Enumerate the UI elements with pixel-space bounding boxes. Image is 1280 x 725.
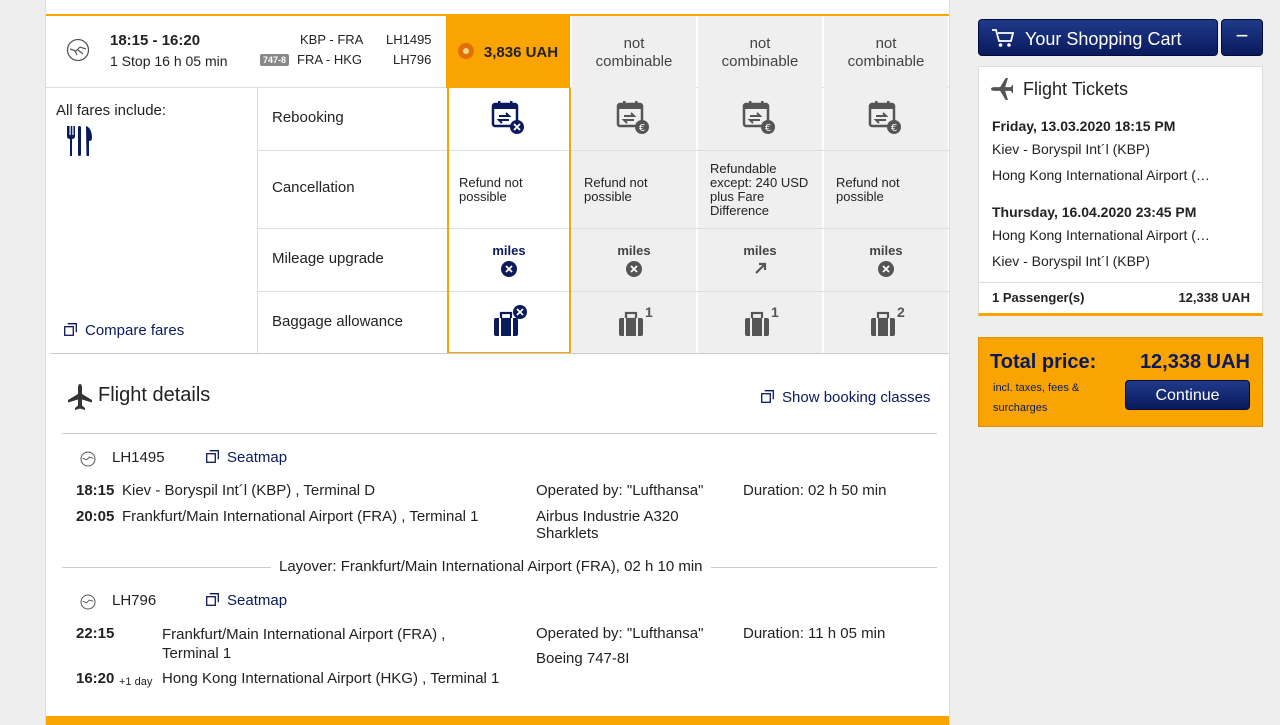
compare-fares-link[interactable] bbox=[64, 322, 184, 339]
fare-option-selected[interactable] bbox=[446, 16, 570, 88]
total-price-value: 12,338 UAH bbox=[1139, 351, 1250, 373]
segment-2-aircraft: Boeing 747-8I bbox=[536, 650, 630, 667]
miles-label: miles bbox=[492, 243, 526, 258]
fare-price: 3,836 UAH bbox=[483, 44, 559, 61]
svg-text:€: € bbox=[890, 123, 898, 134]
flight-times: 18:15 - 16:20 bbox=[110, 32, 201, 49]
miles-label: miles bbox=[743, 243, 777, 258]
miles-label: miles bbox=[869, 243, 903, 258]
flight-stops: 1 Stop 16 h 05 min bbox=[110, 53, 228, 69]
cart-title: Your Shopping Cart bbox=[1025, 29, 1182, 49]
segment-1-arr-time: 20:05 bbox=[76, 508, 115, 525]
route-segment-2: FRA - HKG bbox=[297, 52, 363, 67]
total-price-note: incl. taxes, fees & surcharges bbox=[993, 382, 1080, 414]
tickets-title: Flight Tickets bbox=[1023, 79, 1129, 99]
fare-status: not combinable bbox=[721, 35, 799, 70]
baggage-cell-3 bbox=[698, 292, 822, 354]
feature-rebooking: Rebooking bbox=[272, 109, 344, 126]
cancellation-cell-4 bbox=[824, 151, 948, 228]
flight-number-1: LH1495 bbox=[386, 32, 432, 47]
cancellation-text: Refundable except: 240 USD plus Fare Difference bbox=[710, 161, 809, 218]
segment-1-operator: Operated by: "Lufthansa" bbox=[536, 482, 704, 499]
mileage-cell-2 bbox=[572, 229, 696, 291]
show-booking-label: Show booking classes bbox=[782, 389, 931, 406]
segment-2-arr-place: Hong Kong International Airport (HKG) , Terminal 1 bbox=[162, 670, 500, 687]
feature-baggage: Baggage allowance bbox=[272, 313, 403, 330]
mileage-cell-3 bbox=[698, 229, 822, 291]
layover-info: Layover: Frankfurt/Main International Airport (FRA), 02 h 10 min bbox=[271, 558, 711, 575]
rebooking-fee-icon bbox=[615, 100, 653, 138]
total-price-label: Total price: bbox=[990, 351, 1097, 373]
segment-2-dep-time: 22:15 bbox=[76, 625, 115, 642]
airplane-icon bbox=[991, 78, 1013, 100]
segment-1-dep-time: 18:15 bbox=[76, 482, 115, 499]
external-link-icon bbox=[64, 323, 77, 336]
rebooking-fee-icon bbox=[867, 100, 905, 138]
return-date: Thursday, 16.04.2020 23:45 PM bbox=[992, 204, 1197, 220]
not-available-icon bbox=[626, 261, 642, 277]
cancellation-text: Refund not possible bbox=[836, 175, 900, 204]
segment-1-dep-place: Kiev - Boryspil Int´l (KBP) , Terminal D bbox=[122, 482, 376, 499]
outbound-to: Hong Kong International Airport (… bbox=[992, 167, 1210, 183]
cancellation-text: Refund not possible bbox=[459, 175, 523, 204]
external-link-icon bbox=[206, 593, 219, 606]
passenger-count: 1 Passenger(s) bbox=[992, 290, 1085, 305]
return-from: Hong Kong International Airport (… bbox=[992, 227, 1210, 243]
baggage-cell-4 bbox=[824, 292, 948, 354]
lufthansa-logo-icon bbox=[80, 451, 96, 467]
divider bbox=[979, 282, 1262, 283]
cancellation-text: Refund not possible bbox=[584, 175, 648, 204]
subtotal-price: 12,338 UAH bbox=[1178, 290, 1250, 305]
fare-status: not combinable bbox=[595, 35, 673, 70]
fares-table bbox=[46, 88, 950, 354]
cart-icon bbox=[991, 28, 1015, 48]
external-link-icon bbox=[761, 390, 774, 403]
upgrade-arrow-icon bbox=[753, 260, 769, 276]
baggage-count: 1 bbox=[771, 304, 779, 320]
seatmap-label: Seatmap bbox=[227, 449, 288, 466]
divider bbox=[258, 150, 950, 151]
all-fares-panel bbox=[46, 88, 258, 354]
not-available-icon bbox=[878, 261, 894, 277]
baggage-count: 2 bbox=[897, 304, 905, 320]
flight-summary-row[interactable] bbox=[46, 16, 950, 88]
divider bbox=[258, 291, 950, 292]
flight-number-2: LH796 bbox=[393, 52, 432, 67]
not-available-icon bbox=[501, 261, 517, 277]
baggage-cell-2 bbox=[572, 292, 696, 354]
segment-2-dep-place: Frankfurt/Main International Airport (FRA) , Terminal 1 bbox=[162, 626, 446, 662]
fare-option-4[interactable] bbox=[824, 16, 948, 88]
external-link-icon bbox=[206, 450, 219, 463]
total-price-box bbox=[978, 337, 1263, 427]
segment-2-seatmap-link[interactable] bbox=[206, 592, 287, 610]
segment-1-seatmap-link[interactable] bbox=[206, 449, 287, 467]
svg-text:€: € bbox=[638, 123, 646, 134]
collapse-cart-button[interactable]: − bbox=[1221, 19, 1263, 56]
seatmap-label: Seatmap bbox=[227, 592, 288, 609]
flight-tickets-summary bbox=[978, 66, 1263, 316]
baggage-cell-1 bbox=[447, 292, 571, 354]
outbound-date: Friday, 13.03.2020 18:15 PM bbox=[992, 118, 1176, 134]
return-to: Kiev - Boryspil Int´l (KBP) bbox=[992, 253, 1150, 269]
cancellation-cell-2 bbox=[572, 151, 696, 228]
rebooking-cell-4 bbox=[824, 88, 948, 150]
mileage-cell-1 bbox=[447, 229, 571, 291]
outbound-from: Kiev - Boryspil Int´l (KBP) bbox=[992, 141, 1150, 157]
segment-2-operator: Operated by: "Lufthansa" bbox=[536, 625, 704, 642]
cancellation-cell-1 bbox=[447, 151, 571, 228]
rebooking-cell-3 bbox=[698, 88, 822, 150]
lufthansa-logo-icon bbox=[66, 38, 90, 62]
continue-button[interactable]: Continue bbox=[1125, 380, 1250, 410]
divider bbox=[62, 433, 937, 434]
divider bbox=[258, 228, 950, 229]
show-booking-classes-link[interactable] bbox=[761, 389, 930, 406]
lufthansa-logo-icon bbox=[80, 594, 96, 610]
baggage-count: 1 bbox=[645, 304, 653, 320]
aircraft-badge: 747-8 bbox=[260, 54, 289, 66]
mileage-cell-4 bbox=[824, 229, 948, 291]
fare-option-3[interactable] bbox=[698, 16, 822, 88]
flight-panel bbox=[45, 0, 950, 725]
rebooking-cell-2 bbox=[572, 88, 696, 150]
svg-text:€: € bbox=[764, 123, 772, 134]
all-fares-label: All fares include: bbox=[56, 102, 167, 119]
rebooking-not-allowed-icon bbox=[490, 100, 528, 138]
segment-1-aircraft: Airbus Industrie A320 Sharklets bbox=[536, 508, 679, 542]
route-segment-1: KBP - FRA bbox=[300, 32, 364, 47]
feature-cancellation: Cancellation bbox=[272, 179, 355, 196]
compare-fares-label: Compare fares bbox=[85, 322, 185, 339]
cancellation-cell-3 bbox=[698, 151, 822, 228]
segment-2-arr-plus-day: +1 day bbox=[119, 676, 153, 688]
shopping-cart-header[interactable] bbox=[978, 19, 1218, 56]
segment-1-flight-number: LH1495 bbox=[112, 449, 165, 466]
rebooking-fee-icon bbox=[741, 100, 779, 138]
fare-status: not combinable bbox=[847, 35, 925, 70]
segment-2-arr-time: 16:20 bbox=[76, 670, 115, 687]
radio-selected-icon bbox=[458, 43, 474, 59]
divider bbox=[50, 353, 950, 354]
segment-2-duration: Duration: 11 h 05 min bbox=[743, 625, 886, 642]
airplane-icon bbox=[68, 384, 92, 410]
segment-1-arr-place: Frankfurt/Main International Airport (FRA) , Terminal 1 bbox=[122, 508, 479, 525]
cutlery-icon bbox=[64, 124, 94, 158]
segment-1-duration: Duration: 02 h 50 min bbox=[743, 482, 887, 499]
feature-mileage-upgrade: Mileage upgrade bbox=[272, 250, 384, 267]
miles-label: miles bbox=[617, 243, 651, 258]
flight-details-title: Flight details bbox=[98, 384, 211, 406]
fare-option-2[interactable] bbox=[572, 16, 696, 88]
next-flight-bar bbox=[46, 716, 950, 725]
segment-2-flight-number: LH796 bbox=[112, 592, 157, 609]
rebooking-cell-1 bbox=[447, 88, 571, 150]
no-baggage-icon bbox=[492, 304, 530, 340]
